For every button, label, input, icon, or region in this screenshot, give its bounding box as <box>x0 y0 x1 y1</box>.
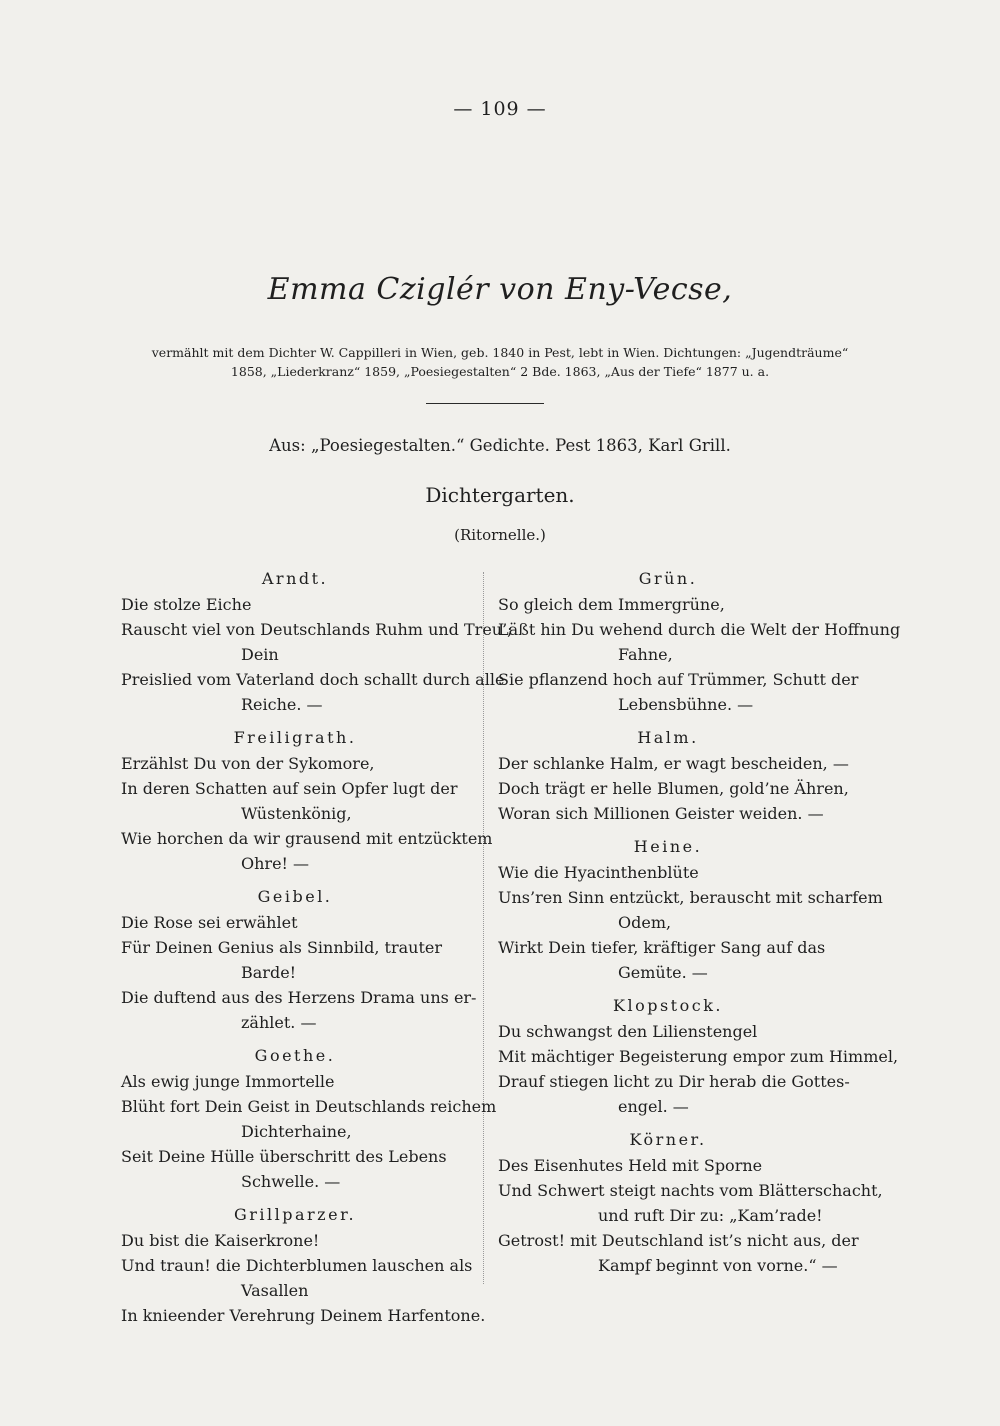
author-title: Emma Cziglér von Eny-Vecse, <box>267 272 733 307</box>
verse-line: Für Deinen Genius als Sinnbild, trauter <box>121 938 442 957</box>
verse-line: Und Schwert steigt nachts vom Blätterschacht, <box>498 1181 883 1200</box>
verse-line: Uns’ren Sinn entzückt, berauscht mit scharfem <box>498 888 883 907</box>
verse-line: Seit Deine Hülle überschritt des Lebens <box>121 1147 447 1166</box>
left-column <box>121 566 513 1336</box>
poem-subtitle: (Ritornelle.) <box>454 526 546 544</box>
verse-line: Sie pflanzend hoch auf Trümmer, Schutt der <box>498 670 859 689</box>
verse-line: Als ewig junge Immortelle <box>121 1072 335 1091</box>
ritornell-stanza <box>121 1202 486 1328</box>
poet-heading: Grün. <box>638 569 698 588</box>
verse-line: Und traun! die Dichterblumen lauschen als <box>121 1256 473 1275</box>
poet-heading: Arndt. <box>261 569 329 588</box>
poet-heading: Grillparzer. <box>233 1205 357 1224</box>
verse-line: engel. — <box>618 1097 689 1116</box>
verse-line: Woran sich Millionen Geister weiden. — <box>498 804 824 823</box>
verse-line: Preislied vom Vaterland doch schallt durch alle <box>121 670 505 689</box>
ritornell-stanza <box>498 1127 883 1278</box>
ritornell-stanza <box>498 834 883 985</box>
verse-line: In knieender Verehrung Deinem Harfentone. <box>121 1306 486 1325</box>
poet-heading: Klopstock. <box>613 996 723 1015</box>
bio-line: 1858, „Liederkranz“ 1859, „Poesiegestalten“ 2 Bde. 1863, „Aus der Tiefe“ 1877 u. a. <box>230 364 770 379</box>
ritornell-stanza <box>498 566 901 717</box>
verse-line: Reiche. — <box>241 695 323 714</box>
verse-line: Erzählst Du von der Sykomore, <box>121 754 375 773</box>
verse-line: Doch trägt er helle Blumen, gold’ne Ähren, <box>498 779 849 798</box>
verse-line: Drauf stiegen licht zu Dir herab die Gottes- <box>498 1072 850 1091</box>
verse-line: Wirkt Dein tiefer, kräftiger Sang auf das <box>498 938 826 957</box>
source-citation: Aus: „Poesiegestalten.“ Gedichte. Pest 1863, Karl Grill. <box>269 436 731 455</box>
verse-line: Dein <box>241 645 279 664</box>
verse-line: Dichterhaine, <box>241 1122 352 1141</box>
verse-line: Lebensbühne. — <box>618 695 754 714</box>
verse-line: Wie die Hyacinthenblüte <box>498 863 699 882</box>
ritornell-stanza <box>121 884 477 1035</box>
bio-line: vermählt mit dem Dichter W. Cappilleri in Wien, geb. 1840 in Pest, lebt in Wien. Dichtungen: „Jugendträume“ <box>151 345 849 360</box>
verse-line: Schwelle. — <box>241 1172 341 1191</box>
verse-line: Wüstenkönig, <box>241 804 352 823</box>
page-number: — 109 — <box>453 98 547 120</box>
poet-heading: Geibel. <box>257 887 333 906</box>
verse-line: Des Eisenhutes Held mit Sporne <box>498 1156 763 1175</box>
verse-line: Getrost! mit Deutschland ist’s nicht aus, der <box>498 1231 859 1250</box>
verse-line: So gleich dem Immergrüne, <box>498 595 725 614</box>
verse-line: Läßt hin Du wehend durch die Welt der Hoffnung <box>498 620 901 639</box>
verse-line: Vasallen <box>241 1281 309 1300</box>
verse-line: Fahne, <box>618 645 673 664</box>
verse-line: zählet. — <box>241 1013 317 1032</box>
author-bio <box>110 343 890 381</box>
poet-heading: Halm. <box>637 728 699 747</box>
verse-line: Barde! <box>241 963 297 982</box>
separator-rule <box>426 403 544 404</box>
verse-line: Ohre! — <box>241 854 310 873</box>
verse-line: und ruft Dir zu: „Kam’rade! <box>598 1206 823 1225</box>
verse-line: Odem, <box>618 913 672 932</box>
poem-title: Dichtergarten. <box>425 483 575 507</box>
verse-line: Kampf beginnt von vorne.“ — <box>598 1256 838 1275</box>
ritornell-stanza <box>498 725 849 826</box>
verse-line: Gemüte. — <box>618 963 708 982</box>
verse-line: Mit mächtiger Begeisterung empor zum Himmel, <box>498 1047 899 1066</box>
poet-heading: Goethe. <box>254 1046 336 1065</box>
verse-line: Rauscht viel von Deutschlands Ruhm und Treu’; <box>121 620 513 639</box>
ritornell-stanza <box>498 993 899 1119</box>
right-column <box>498 566 901 1286</box>
ritornell-stanza <box>121 566 513 717</box>
verse-line: Die Rose sei erwählet <box>121 913 298 932</box>
verse-line: Die stolze Eiche <box>121 595 252 614</box>
verse-line: Blüht fort Dein Geist in Deutschlands reichem <box>121 1097 497 1116</box>
verse-line: Du schwangst den Lilienstengel <box>498 1022 758 1041</box>
verse-line: Die duftend aus des Herzens Drama uns er- <box>121 988 477 1007</box>
verse-line: Du bist die Kaiserkrone! <box>121 1231 320 1250</box>
verse-line: In deren Schatten auf sein Opfer lugt der <box>121 779 458 798</box>
verse-line: Wie horchen da wir grausend mit entzücktem <box>121 829 493 848</box>
ritornell-stanza <box>121 1043 497 1194</box>
poet-heading: Freiligrath. <box>233 728 357 747</box>
ritornell-stanza <box>121 725 493 876</box>
poet-heading: Körner. <box>629 1130 707 1149</box>
verse-line: Der schlanke Halm, er wagt bescheiden, — <box>498 754 849 773</box>
poet-heading: Heine. <box>633 837 703 856</box>
